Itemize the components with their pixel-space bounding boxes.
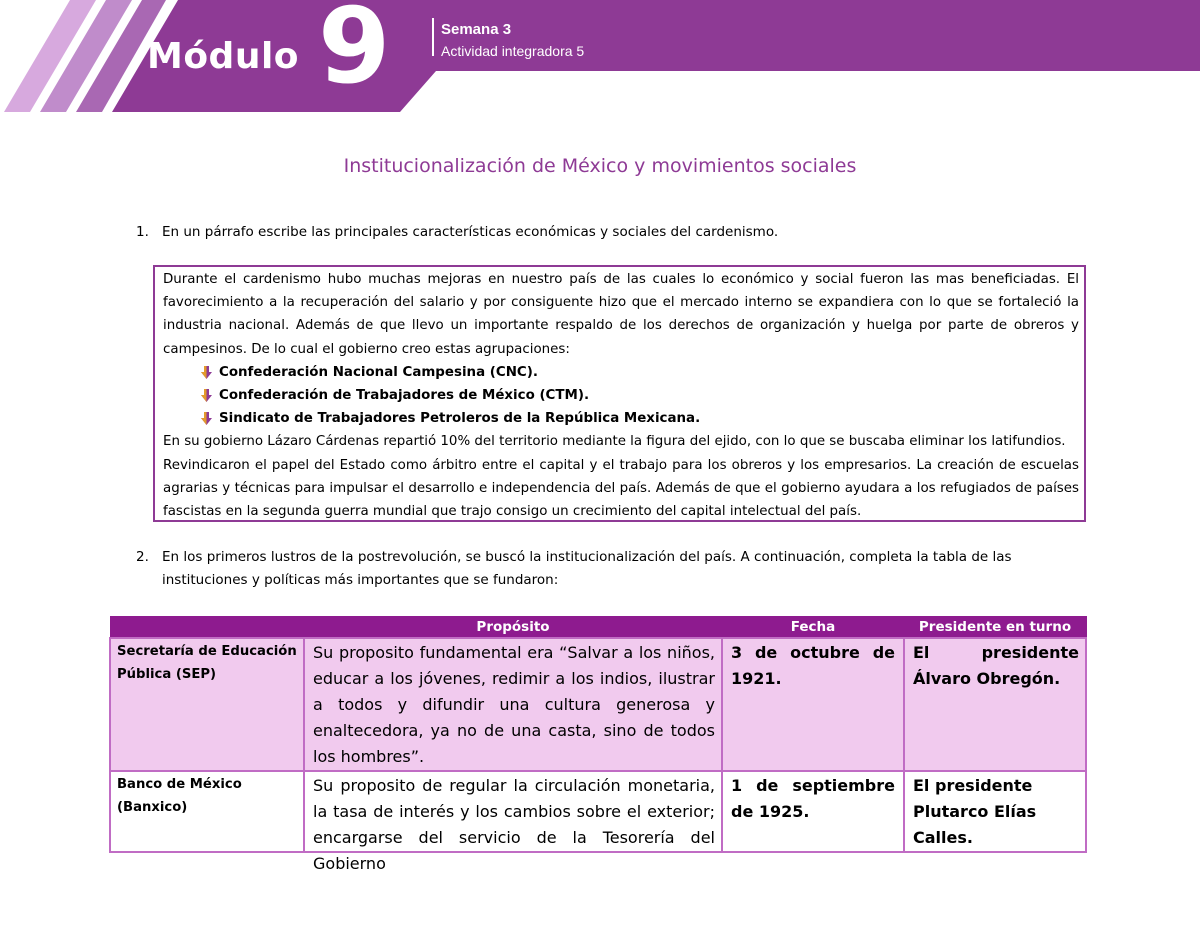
header-date: Fecha bbox=[722, 617, 904, 638]
question-2-text-line-1: En los primeros lustros de la postrevolución, se buscó la institucionalización del país. A continuación, completa la tabla de las bbox=[162, 549, 1012, 565]
arrow-down-icon bbox=[201, 366, 212, 379]
cell-purpose bbox=[304, 771, 722, 873]
cell-president: El presidente Álvaro Obregón. bbox=[904, 638, 1086, 771]
answer-1-paragraph-3: Revindicaron el papel del Estado como árbitro entre el capital y el trabajo para los obreros y los empresarios. La creación de escuelas agrarias y técnicas para impulsar el desarrollo e independencia del país. Además de que el gobierno ayudara a los refugiados de países fascistas en la segunda guerra mundial que trajo consigo un crecimiento del capital intelectual del país. bbox=[163, 457, 1079, 520]
arrow-down-icon bbox=[201, 412, 212, 425]
bullet-label: Sindicato de Trabajadores Petroleros de la República Mexicana. bbox=[219, 411, 701, 427]
bullet-item-strpm bbox=[163, 407, 1079, 430]
module-label: Módulo bbox=[147, 36, 300, 77]
cell-president: El presidente Plutarco Elías Calles. bbox=[904, 771, 1086, 852]
answer-1-bullet-list bbox=[163, 361, 1079, 431]
banner-divider bbox=[432, 18, 434, 56]
answer-1-intro: Durante el cardenismo hubo muchas mejoras en nuestro país de las cuales lo económico y social fueron las mas beneficiadas. El favorecimiento a la recuperación del salario y por consiguente hizo que el mercado interno se expandiera con lo que se fortaleció la industria nacional. Además de que llevo un importante respaldo de los derechos de organización y huelga por parte de obreros y campesinos. De lo cual el gobierno creo estas agrupaciones: bbox=[163, 272, 1079, 357]
cell-institution: Secretaría de Educación Pública (SEP) bbox=[110, 638, 304, 771]
cell-date: 1 de septiembre de 1925. bbox=[722, 771, 904, 852]
bullet-item-ctm bbox=[163, 384, 1079, 407]
arrow-down-icon bbox=[201, 389, 212, 402]
institutions-table bbox=[109, 616, 1087, 873]
question-2-number: 2. bbox=[136, 549, 149, 565]
question-1-number: 1. bbox=[136, 224, 149, 240]
header-institution bbox=[110, 617, 304, 638]
bullet-label: Confederación de Trabajadores de México (CTM). bbox=[219, 388, 590, 404]
bullet-item-cnc bbox=[163, 361, 1079, 384]
cell-purpose: Su proposito fundamental era “Salvar a los niños, educar a los jóvenes, redimir a los indios, ilustrar a todos y difundir una cultura generosa y enaltecedora, ya no de una casta, sino de todos los hombres”. bbox=[304, 638, 722, 771]
header-purpose: Propósito bbox=[304, 617, 722, 638]
document-title: Institucionalización de México y movimientos sociales bbox=[343, 155, 857, 177]
table-row bbox=[110, 771, 1086, 852]
cell-date: 3 de octubre de 1921. bbox=[722, 638, 904, 771]
week-label: Semana 3 bbox=[441, 21, 512, 38]
table-row bbox=[110, 638, 1086, 771]
activity-label: Actividad integradora 5 bbox=[441, 43, 585, 59]
question-1-text: En un párrafo escribe las principales características económicas y sociales del cardenismo. bbox=[162, 224, 779, 240]
module-banner bbox=[0, 0, 1200, 112]
answer-1-paragraph-2: En su gobierno Lázaro Cárdenas repartió 10% del territorio mediante la figura del ejido, con lo que se buscaba eliminar los latifundios. bbox=[163, 434, 1066, 450]
module-number: 9 bbox=[318, 0, 391, 107]
question-2-text-line-2: instituciones y políticas más importantes que se fundaron: bbox=[162, 572, 559, 588]
table-header-row bbox=[110, 617, 1086, 638]
answer-1-box bbox=[153, 265, 1086, 522]
purpose-text: Su proposito de regular la circulación monetaria, la tasa de interés y los cambios sobre el exterior; encargarse del servicio de la Tesorería del Gobierno bbox=[313, 775, 715, 873]
header-president: Presidente en turno bbox=[904, 617, 1086, 638]
cell-institution: Banco de México (Banxico) bbox=[110, 771, 304, 852]
bullet-label: Confederación Nacional Campesina (CNC). bbox=[219, 364, 538, 380]
